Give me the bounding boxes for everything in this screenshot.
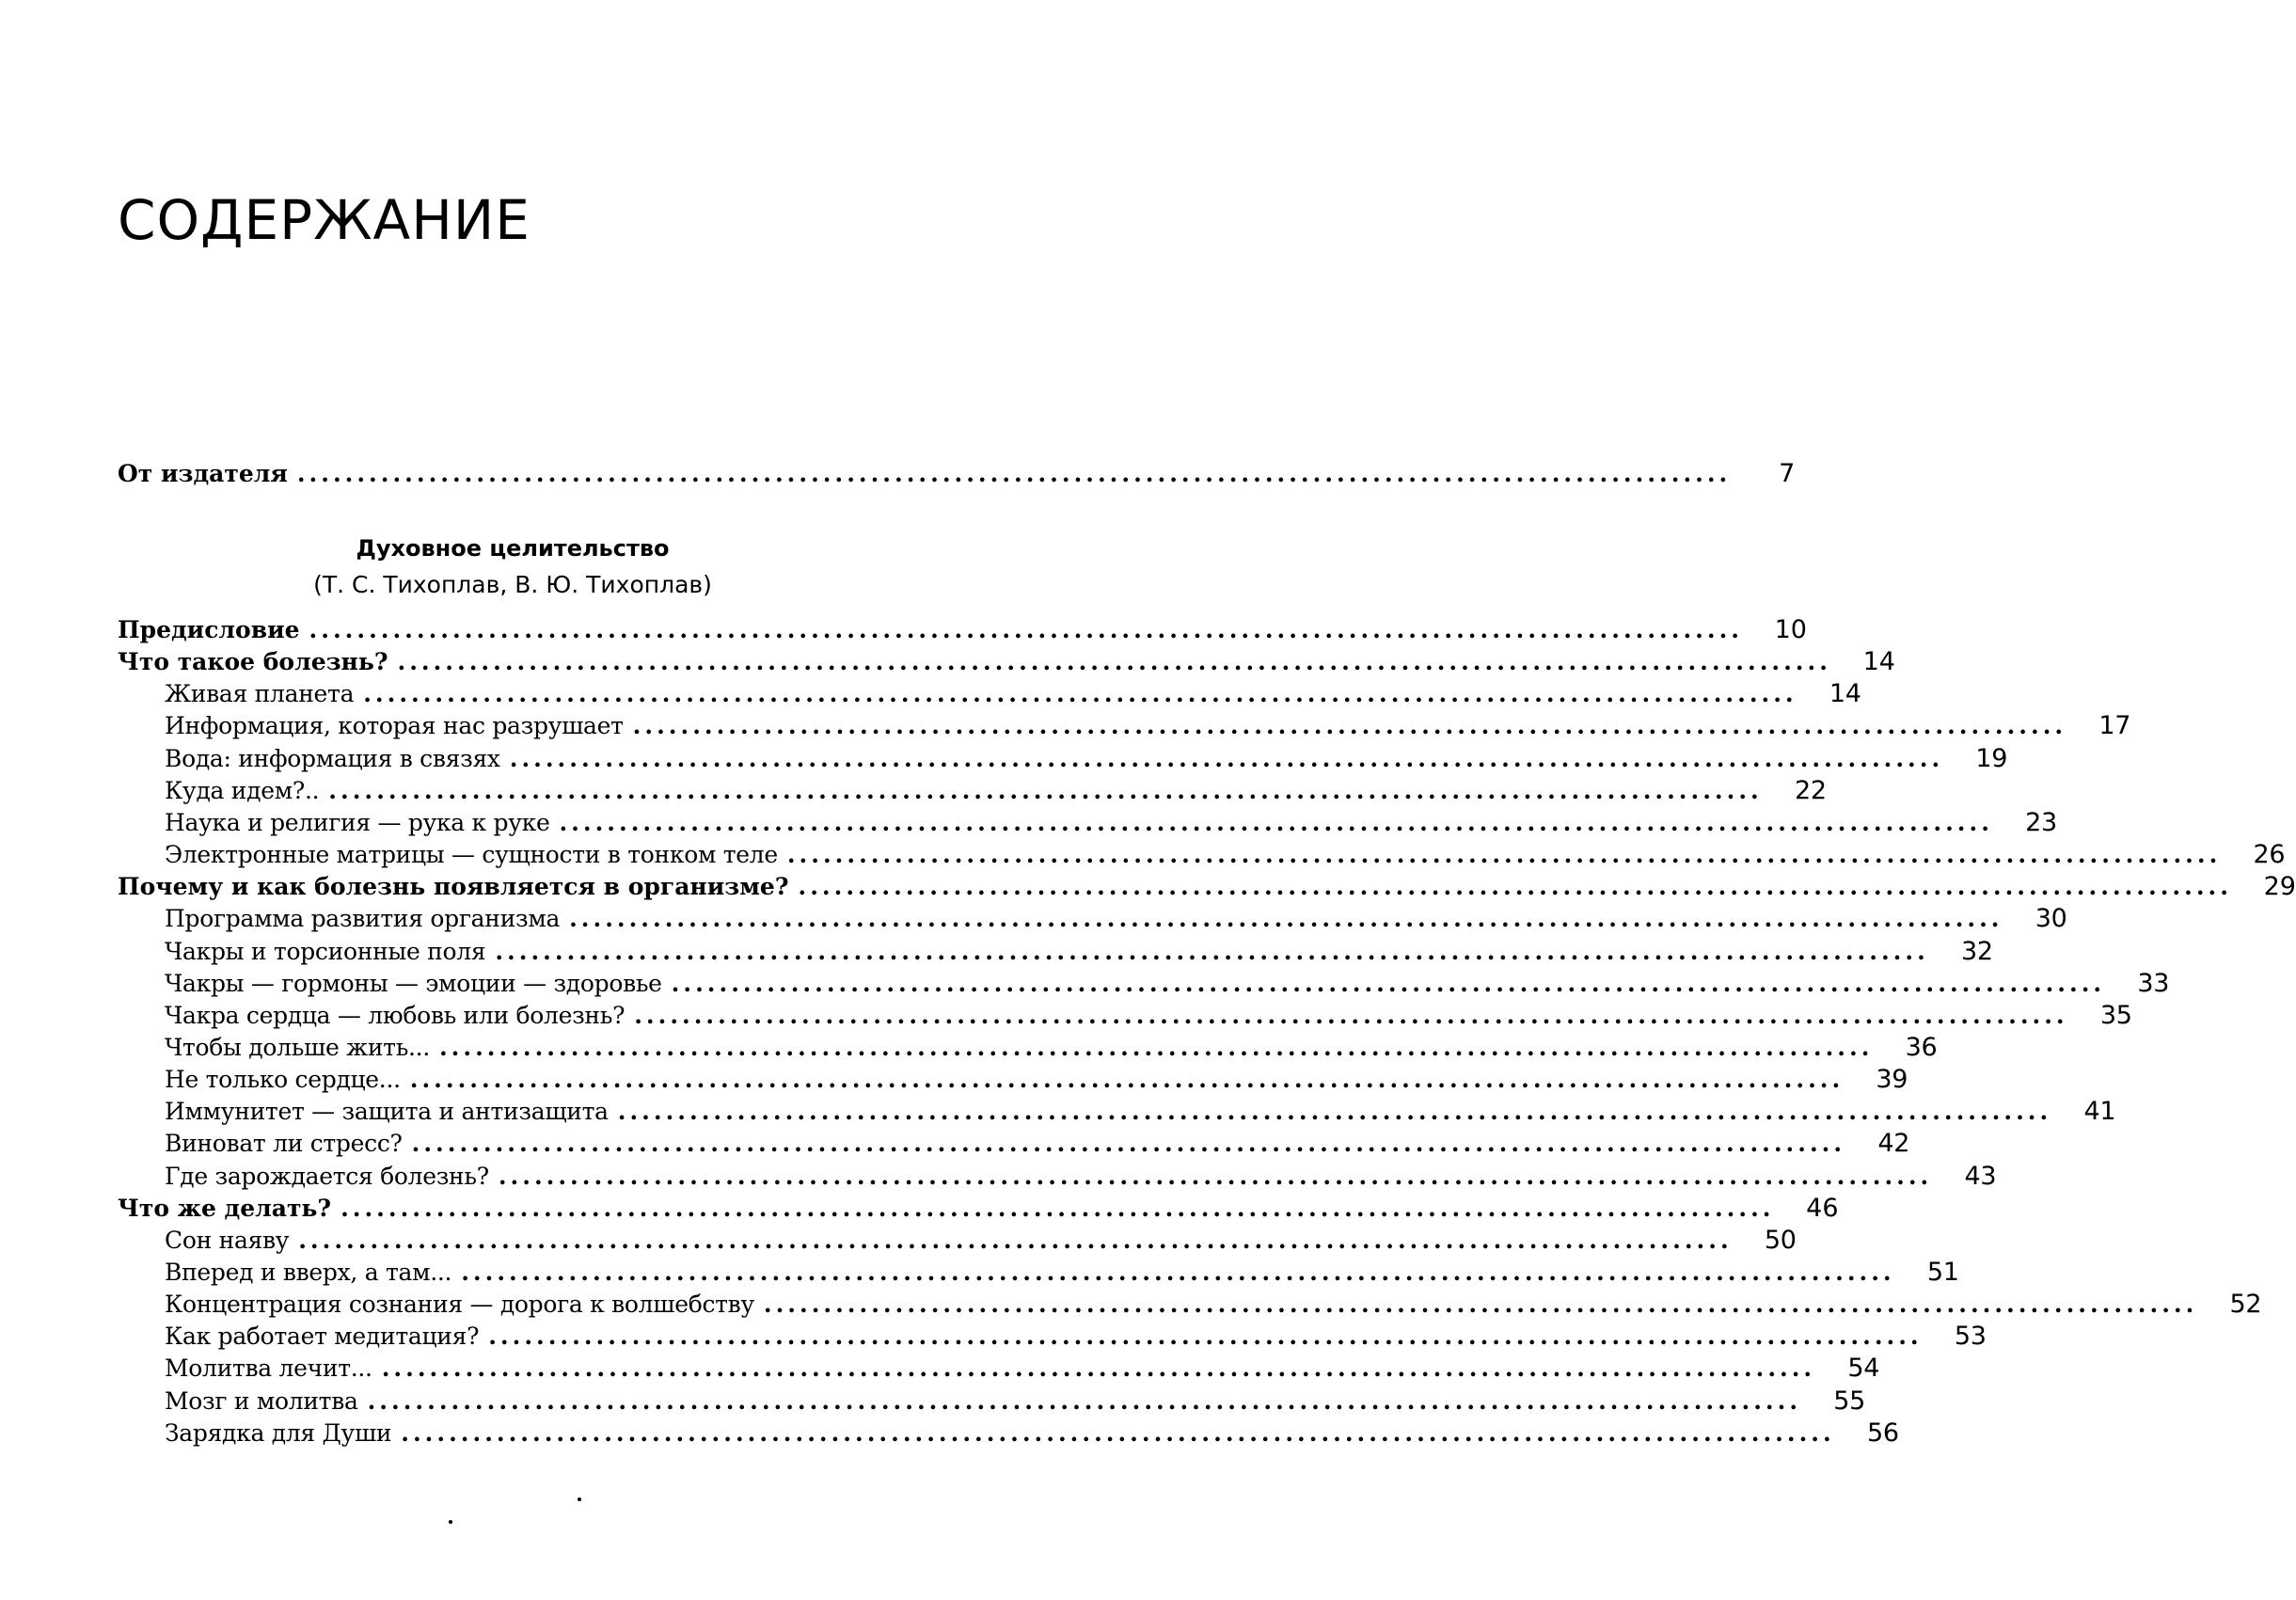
toc-entry[interactable] [165, 743, 2008, 775]
toc-entry-page: 53 [1954, 1322, 1987, 1351]
toc-entry[interactable] [165, 903, 2067, 935]
toc-entry-label: Информация, которая нас разрушает [165, 712, 624, 739]
page-title: СОДЕРЖАНИЕ [118, 188, 530, 252]
toc-entry[interactable] [165, 1000, 2132, 1032]
toc-entry-page: 35 [2099, 1001, 2132, 1030]
dot-leader: ........................................................................................................................ [798, 873, 2232, 900]
toc-entry-page: 50 [1764, 1226, 1797, 1255]
toc-entry-page: 56 [1866, 1418, 1899, 1448]
dot-leader: ........................................................................................................................ [309, 616, 1743, 643]
dot-leader: ........................................................................................................................ [632, 712, 2067, 739]
toc-entry-page: 42 [1877, 1129, 1910, 1158]
toc-entry-label: Живая планета [165, 680, 355, 707]
dot-leader: ........................................................................................................................ [401, 1419, 1835, 1447]
toc-entry[interactable] [165, 1386, 1866, 1418]
toc-entry[interactable] [165, 1289, 2262, 1321]
toc-entry-label: Наука и религия — рука к руке [165, 809, 550, 836]
toc-entry[interactable] [165, 839, 2286, 871]
toc-entry-page: 10 [1774, 615, 1807, 644]
toc-entry-page: 46 [1806, 1194, 1839, 1223]
dot-leader: ........................................................................................................................ [786, 841, 2222, 868]
toc-entry-label: Концентрация сознания — дорога к волшебству [165, 1291, 754, 1318]
toc-entry[interactable] [165, 807, 2057, 839]
dot-leader: ........................................................................................................................ [559, 809, 1993, 836]
toc-entry-page: 51 [1926, 1258, 1959, 1287]
toc-entry-label: Чакра сердца — любовь или болезнь? [165, 1002, 625, 1029]
toc-entry[interactable] [165, 1161, 1997, 1193]
dot-leader: ........................................................................................................................ [438, 1034, 1874, 1061]
toc-entry-page: 41 [2083, 1097, 2116, 1126]
dot-leader: ........................................................................................................................ [411, 1130, 1846, 1157]
toc-entry[interactable] [118, 646, 1895, 678]
toc-entry-label: Виноват ли стресс? [165, 1130, 403, 1157]
toc-entry[interactable] [165, 1257, 1959, 1289]
toc-entry-page: 52 [2229, 1290, 2262, 1319]
toc-entry-publisher[interactable] [118, 458, 1796, 490]
toc-entry[interactable] [165, 710, 2131, 742]
toc-entry-label: Чакры и торсионные поля [165, 938, 486, 965]
toc-entry-label: Иммунитет — защита и антизащита [165, 1098, 609, 1125]
toc-entry-page: 22 [1794, 776, 1827, 805]
toc-entry[interactable] [165, 1225, 1797, 1257]
toc-entry[interactable] [165, 1321, 1987, 1353]
dot-leader: ........................................................................................................................ [763, 1291, 2198, 1318]
dot-leader: ........................................................................................................................ [409, 1066, 1845, 1093]
toc-entry-page: 23 [2025, 808, 2057, 837]
dot-leader: ........................................................................................................................ [495, 938, 1929, 965]
toc-entry-page: 29 [2263, 872, 2296, 901]
dot-leader: ........................................................................................................................ [617, 1098, 2052, 1125]
dot-leader: ........................................................................................................................ [461, 1259, 1895, 1286]
print-speck [449, 1520, 452, 1524]
toc-entry-page: 55 [1833, 1386, 1866, 1416]
toc-entry-label: Программа развития организма [165, 905, 561, 932]
toc-entry-page: 33 [2137, 969, 2170, 998]
toc-entry[interactable] [165, 1353, 1880, 1385]
toc-entry-label: Молитва лечит... [165, 1354, 372, 1382]
dot-leader: ........................................................................................................................ [509, 745, 1944, 772]
dot-leader: ........................................................................................................................ [397, 648, 1831, 675]
toc-entry-label: Чакры — гормоны — эмоции — здоровье [165, 970, 662, 997]
toc-entry-page: 19 [1975, 744, 2008, 773]
dot-leader: ........................................................................................................................ [363, 680, 1797, 707]
dot-leader: ........................................................................................................................ [498, 1163, 1933, 1190]
toc-entry[interactable] [118, 871, 2296, 903]
toc-entry-label: Электронные матрицы — сущности в тонком теле [165, 841, 778, 868]
toc-entry[interactable] [165, 1096, 2116, 1128]
dot-leader: ........................................................................................................................ [488, 1323, 1923, 1350]
section-authors: (Т. С. Тихоплав, В. Ю. Тихоплав) [313, 571, 712, 598]
toc-entry[interactable] [165, 678, 1861, 710]
toc-entry[interactable] [165, 936, 1993, 968]
dot-leader: ........................................................................................................................ [296, 460, 1732, 487]
toc-entry-page: 39 [1876, 1065, 1908, 1094]
toc-entry-page: 36 [1905, 1033, 1938, 1062]
toc-entry[interactable] [165, 1418, 1899, 1450]
section-heading: Духовное целительство [356, 535, 670, 562]
toc-entry[interactable] [165, 1064, 1908, 1096]
dot-leader: ........................................................................................................................ [367, 1387, 1802, 1415]
toc-entry-label: Что же делать? [118, 1195, 332, 1222]
dot-leader: ........................................................................................................................ [340, 1195, 1775, 1222]
toc-entry-page: 14 [1829, 679, 1861, 708]
toc-entry-label: Сон наяву [165, 1227, 290, 1254]
toc-entry-page: 14 [1862, 647, 1895, 676]
toc-entry-label: Вперед и вверх, а там... [165, 1259, 452, 1286]
toc-entry[interactable] [118, 614, 1807, 646]
toc-entry-label: От издателя [118, 460, 288, 487]
toc-entry-label: Где зарождается болезнь? [165, 1163, 489, 1190]
toc-entry-page: 7 [1779, 459, 1796, 488]
toc-entry[interactable] [165, 775, 1827, 807]
dot-leader: ........................................................................................................................ [569, 905, 2003, 932]
toc-entry[interactable] [165, 1032, 1938, 1064]
dot-leader: ........................................................................................................................ [381, 1354, 1816, 1382]
toc-entry-label: Куда идем?.. [165, 777, 320, 804]
toc-entry-label: Зарядка для Души [165, 1419, 392, 1447]
dot-leader: ........................................................................................................................ [671, 970, 2106, 997]
toc-entry-label: Почему и как болезнь появляется в организме? [118, 873, 789, 900]
toc-entry[interactable] [165, 968, 2170, 1000]
toc-entry[interactable] [165, 1128, 1910, 1160]
toc-entry-label: Вода: информация в связях [165, 745, 500, 772]
toc-entry-label: Предисловие [118, 616, 300, 643]
toc-entry-label: Что такое болезнь? [118, 648, 388, 675]
toc-entry-page: 54 [1847, 1354, 1880, 1383]
toc-entry-page: 32 [1961, 937, 1993, 966]
toc-entry-label: Как работает медитация? [165, 1323, 480, 1350]
print-speck [578, 1497, 581, 1501]
toc-entry-page: 17 [2098, 711, 2131, 740]
toc-entry-label: Не только сердце... [165, 1066, 401, 1093]
toc-entry-page: 43 [1964, 1162, 1997, 1191]
toc-entry-page: 26 [2253, 840, 2286, 869]
dot-leader: ........................................................................................................................ [328, 777, 1763, 804]
toc-entry-label: Мозг и молитва [165, 1387, 358, 1415]
toc-entry-page: 30 [2035, 904, 2067, 933]
dot-leader: ........................................................................................................................ [634, 1002, 2068, 1029]
toc-entry[interactable] [118, 1193, 1839, 1225]
dot-leader: ........................................................................................................................ [298, 1227, 1733, 1254]
toc-entry-label: Чтобы дольше жить... [165, 1034, 430, 1061]
